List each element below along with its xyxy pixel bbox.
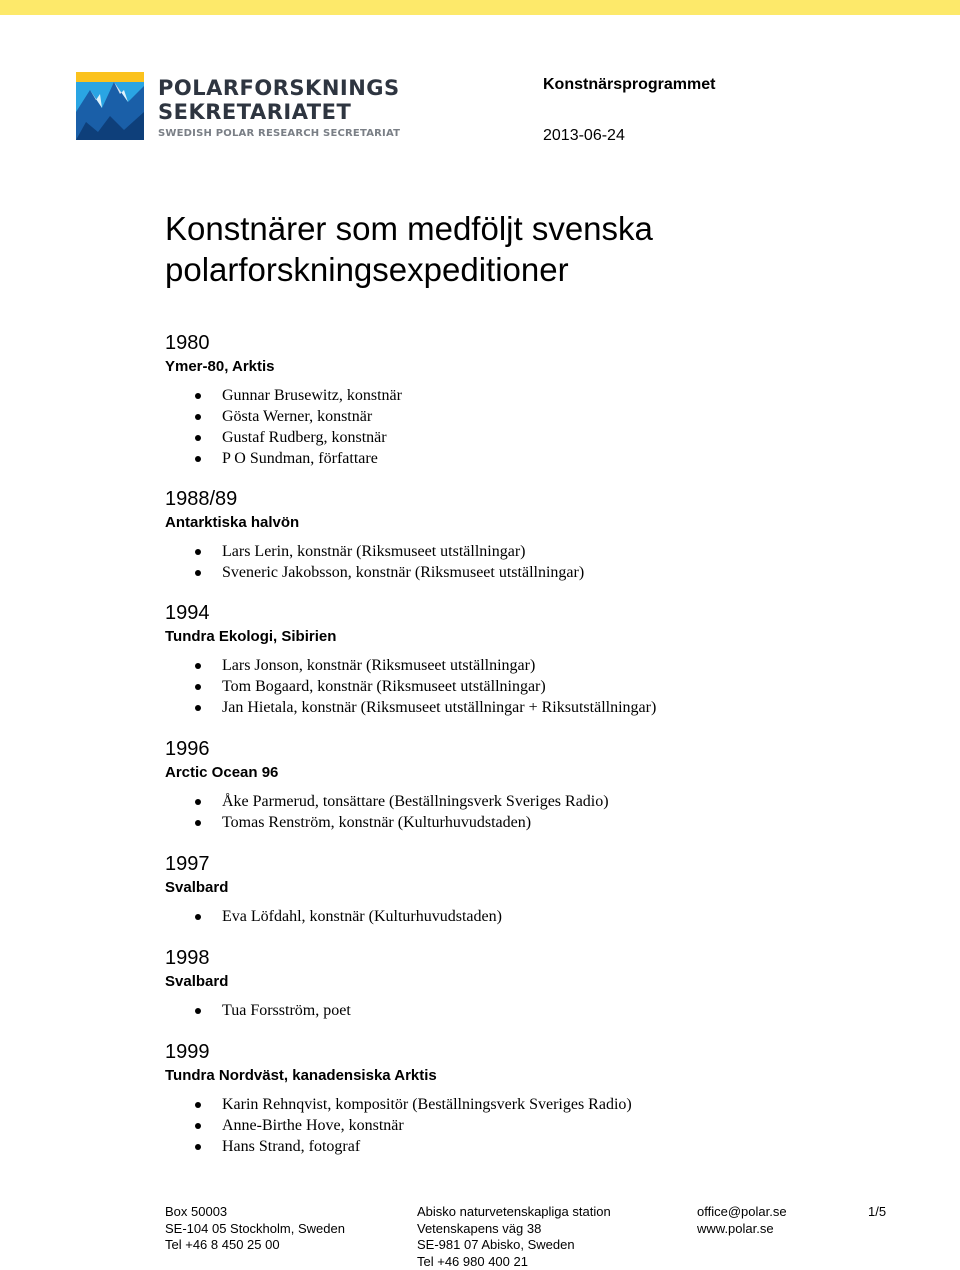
- section-expedition: Arctic Ocean 96: [165, 764, 279, 781]
- list-item: Tomas Renström, konstnär (Kulturhuvudstaden): [165, 812, 609, 833]
- people-list: [165, 1094, 632, 1157]
- section-year: 1980: [165, 332, 210, 354]
- list-item: Karin Rehnqvist, kompositör (Beställningsverk Sveriges Radio): [165, 1094, 632, 1115]
- document-date: 2013-06-24: [543, 127, 625, 144]
- section-1988-89: [165, 487, 584, 583]
- section-year: 1998: [165, 947, 210, 969]
- section-1980: [165, 331, 402, 469]
- bullet-icon: [195, 684, 201, 690]
- people-list: [165, 791, 609, 833]
- footer-contact: [697, 1204, 787, 1237]
- bullet-icon: [195, 820, 201, 826]
- section-year: 1994: [165, 602, 210, 624]
- footer-address: Box 50003 SE-104 05 Stockholm, Sweden Tel +46 8 450 25 00: [165, 1204, 345, 1252]
- section-year: 1988/89: [165, 488, 238, 510]
- footer-station: Abisko naturvetenskapliga station Vetenskapens väg 38 SE-981 07 Abisko, Sweden Tel +46 980 400 21: [417, 1204, 611, 1269]
- people-list: [165, 1000, 351, 1021]
- section-1996: [165, 737, 609, 833]
- polar-secretariat-logo: [76, 72, 406, 142]
- bullet-icon: [195, 549, 201, 555]
- list-item: Gösta Werner, konstnär: [165, 406, 402, 427]
- list-item: Jan Hietala, konstnär (Riksmuseet utställningar + Riksutställningar): [165, 697, 656, 718]
- program-name: Konstnärsprogrammet: [543, 76, 716, 93]
- mountain-logo-icon: [76, 72, 144, 140]
- bullet-icon: [195, 1123, 201, 1129]
- section-1994: [165, 601, 656, 718]
- bullet-icon: [195, 914, 201, 920]
- email-link[interactable]: office@polar.se: [697, 1204, 787, 1219]
- list-item: Gunnar Brusewitz, konstnär: [165, 385, 402, 406]
- section-expedition: Svalbard: [165, 879, 229, 896]
- list-item: Eva Löfdahl, konstnär (Kulturhuvudstaden): [165, 906, 502, 927]
- list-item: Hans Strand, fotograf: [165, 1136, 632, 1157]
- title-line1: Konstnärer som medföljt svenska: [165, 210, 653, 247]
- title-line2: polarforskningsexpeditioner: [165, 251, 569, 288]
- people-list: [165, 906, 502, 927]
- list-item: Tom Bogaard, konstnär (Riksmuseet utställningar): [165, 676, 656, 697]
- section-expedition: Antarktiska halvön: [165, 514, 300, 531]
- logo-text-line1: POLARFORSKNINGS: [158, 76, 400, 100]
- bullet-icon: [195, 570, 201, 576]
- website-link[interactable]: www.polar.se: [697, 1220, 774, 1236]
- bullet-icon: [195, 435, 201, 441]
- section-1999: [165, 1040, 632, 1157]
- page-number: 1/5: [868, 1204, 887, 1219]
- section-year: 1996: [165, 738, 210, 760]
- bullet-icon: [195, 1102, 201, 1108]
- list-item: Tua Forsström, poet: [165, 1000, 351, 1021]
- section-expedition: Tundra Nordväst, kanadensiska Arktis: [165, 1067, 437, 1084]
- bullet-icon: [195, 799, 201, 805]
- bullet-icon: [195, 393, 201, 399]
- bullet-icon: [195, 414, 201, 420]
- list-item: Åke Parmerud, tonsättare (Beställningsverk Sveriges Radio): [165, 791, 609, 812]
- list-item: Lars Lerin, konstnär (Riksmuseet utställningar): [165, 541, 584, 562]
- bullet-icon: [195, 1144, 201, 1150]
- list-item: Lars Jonson, konstnär (Riksmuseet utställningar): [165, 655, 656, 676]
- top-color-bar: [0, 0, 960, 15]
- section-year: 1997: [165, 853, 210, 875]
- bullet-icon: [195, 663, 201, 669]
- people-list: [165, 655, 656, 718]
- section-year: 1999: [165, 1041, 210, 1063]
- logo-text-line2: SEKRETARIATET: [158, 100, 352, 124]
- logo-text-line3: SWEDISH POLAR RESEARCH SECRETARIAT: [158, 128, 401, 139]
- bullet-icon: [195, 1008, 201, 1014]
- list-item: Gustaf Rudberg, konstnär: [165, 427, 402, 448]
- section-expedition: Svalbard: [165, 973, 229, 990]
- section-expedition: Ymer-80, Arktis: [165, 358, 275, 375]
- bullet-icon: [195, 456, 201, 462]
- list-item: Anne-Birthe Hove, konstnär: [165, 1115, 632, 1136]
- list-item: Sveneric Jakobsson, konstnär (Riksmuseet utställningar): [165, 562, 584, 583]
- people-list: [165, 541, 584, 583]
- list-item: P O Sundman, författare: [165, 448, 402, 469]
- section-expedition: Tundra Ekologi, Sibirien: [165, 628, 337, 645]
- page-title: [165, 208, 905, 290]
- people-list: [165, 385, 402, 469]
- section-1998: [165, 946, 351, 1021]
- bullet-icon: [195, 705, 201, 711]
- section-1997: [165, 852, 502, 927]
